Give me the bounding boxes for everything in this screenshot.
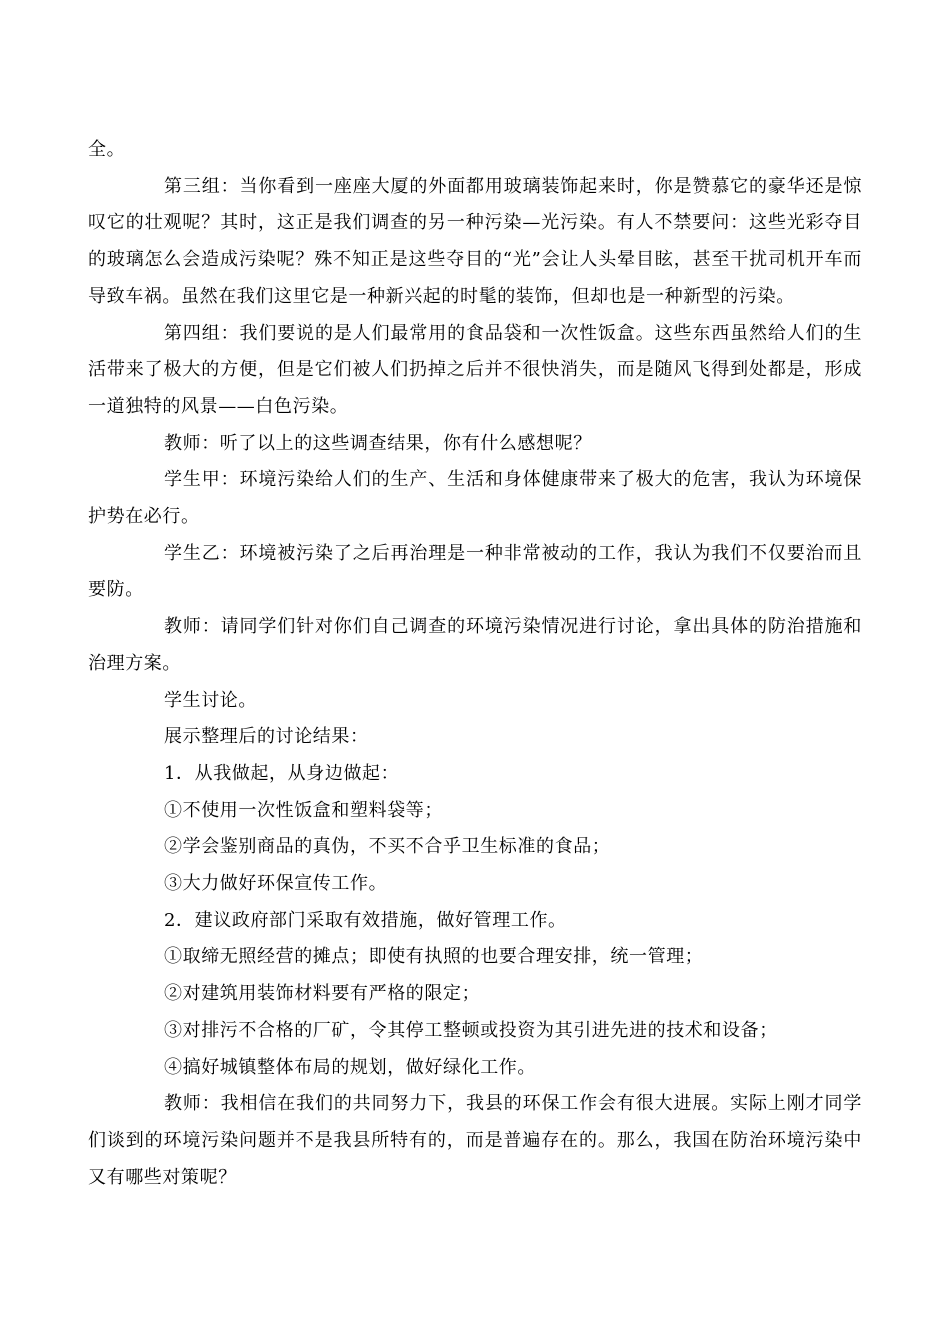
paragraph-teacher-question: 教师：听了以上的这些调查结果，你有什么感想呢？ — [164, 432, 592, 454]
list-heading-2: 2．建议政府部门采取有效措施，做好管理工作。 — [164, 909, 567, 931]
list-item-2-2: ②对建筑用装饰材料要有严格的限定； — [164, 983, 481, 1005]
list-heading-1: 1．从我做起，从身边做起： — [164, 762, 400, 784]
list-item-1-3: ③大力做好环保宣传工作。 — [164, 873, 388, 895]
document-body — [88, 132, 862, 1196]
list-item-1-2: ②学会鉴别商品的真伪，不买不合乎卫生标准的食品； — [164, 836, 611, 858]
list-item-1-1: ①不使用一次性饭盒和塑料袋等； — [164, 799, 443, 821]
list-item-2-3: ③对排污不合格的厂矿，令其停工整顿或投资为其引进先进的技术和设备； — [164, 1019, 778, 1041]
paragraph-student-a: 学生甲：环境污染给人们的生产、生活和身体健康带来了极大的危害，我认为环境保护势在必行。 — [88, 469, 862, 528]
paragraph-student-b: 学生乙：环境被污染了之后再治理是一种非常被动的工作，我认为我们不仅要治而且要防。 — [88, 542, 862, 601]
paragraph-group-three: 第三组：当你看到一座座大厦的外面都用玻璃装饰起来时，你是赞慕它的豪华还是惊叹它的壮观呢？其时，这正是我们调查的另一种污染—光污染。有人不禁要问：这些光彩夺目的玻璃怎么会造成污染呢？殊不知正是这些夺目的“光”会让人头晕目眩，甚至干扰司机开车而导致车祸。虽然在我们这里它是一种新兴起的时髦的装饰，但却也是一种新型的污染。 — [88, 175, 862, 307]
list-item-2-1: ①取缔无照经营的摊点；即使有执照的也要合理安排，统一管理； — [164, 946, 704, 968]
paragraph-continuation: 全。 — [88, 139, 126, 160]
paragraph-teacher-discussion: 教师：请同学们针对你们自己调查的环境污染情况进行讨论，拿出具体的防治措施和治理方案。 — [88, 616, 862, 674]
paragraph-teacher-conclusion: 教师：我相信在我们的共同努力下，我县的环保工作会有很大进展。实际上刚才同学们谈到的环境污染问题并不是我县所特有的，而是普遍存在的。那么，我国在防治环境污染中又有哪些对策呢？ — [88, 1093, 862, 1188]
paragraph-results-heading: 展示整理后的讨论结果： — [164, 726, 369, 748]
list-item-2-4: ④搞好城镇整体布局的规划，做好绿化工作。 — [164, 1056, 536, 1078]
paragraph-student-discussion: 学生讨论。 — [164, 689, 257, 711]
paragraph-group-four: 第四组：我们要说的是人们最常用的食品袋和一次性饭盒。这些东西虽然给人们的生活带来了极大的方便，但是它们被人们扔掉之后并不很快消失，而是随风飞得到处都是，形成一道独特的风景——白色污染。 — [88, 322, 862, 417]
